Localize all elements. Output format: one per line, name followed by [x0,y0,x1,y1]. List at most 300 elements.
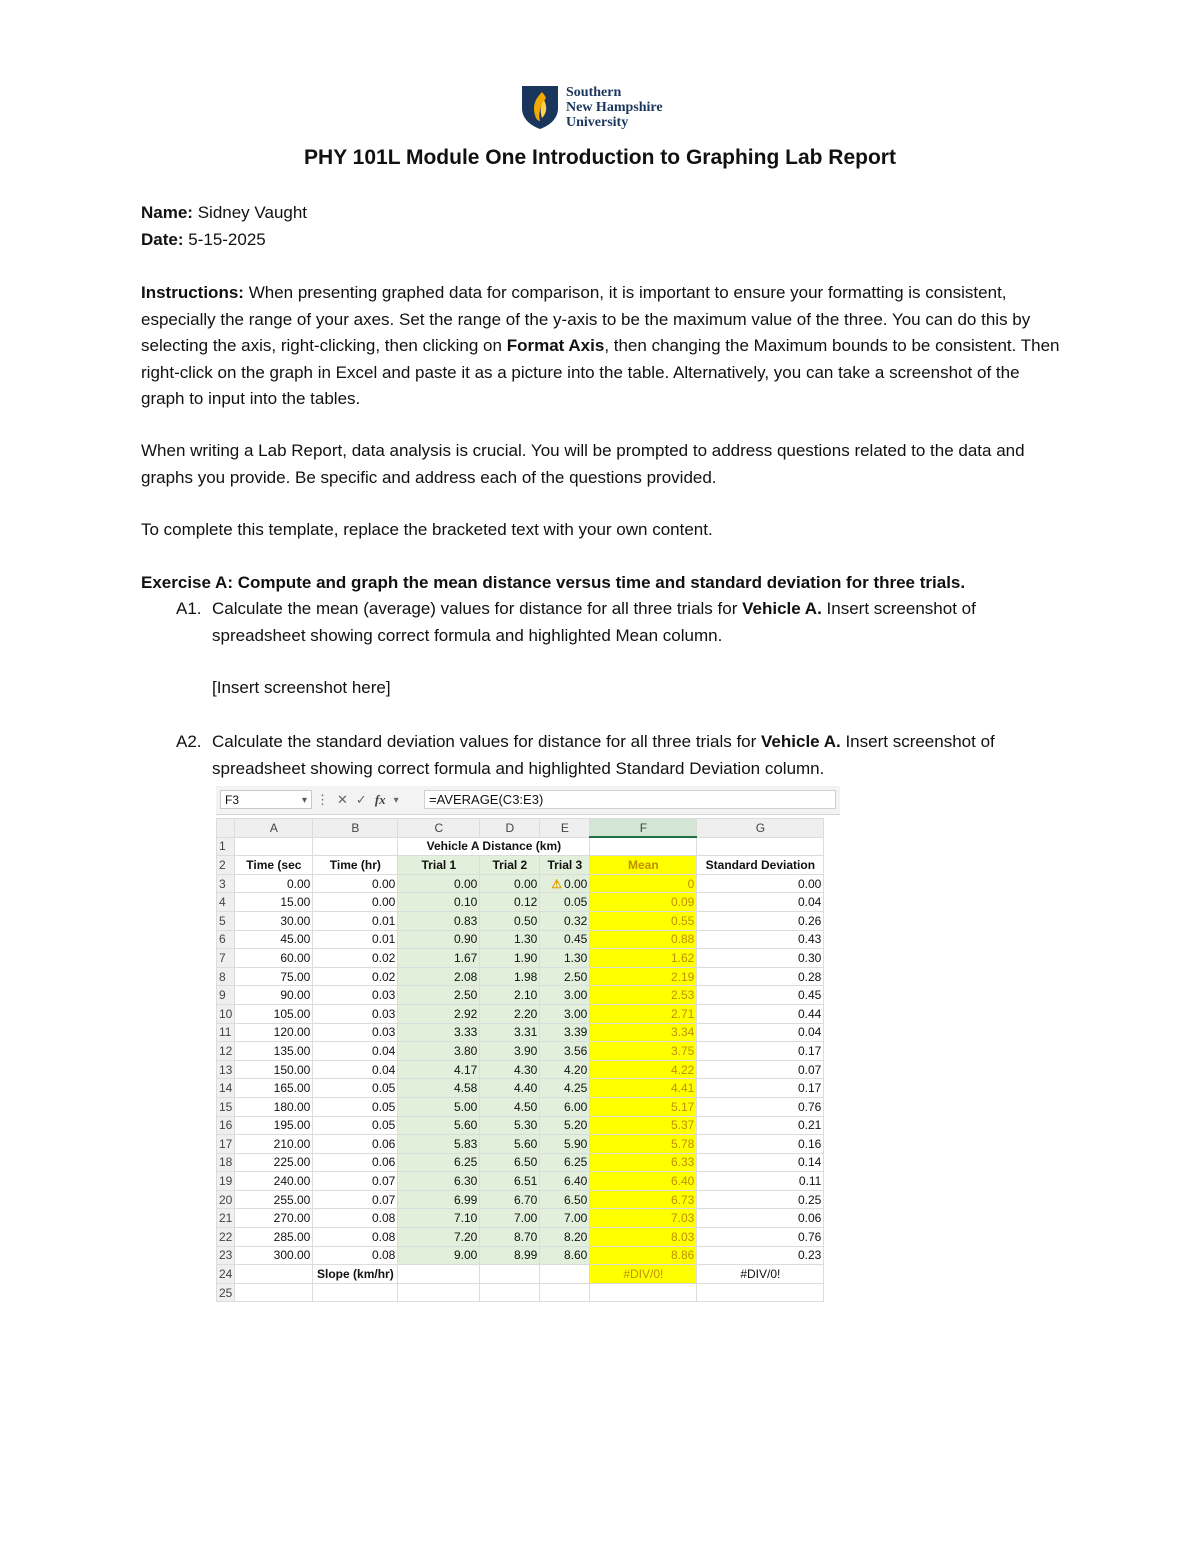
a1-placeholder: [Insert screenshot here] [212,678,391,697]
cell[interactable] [540,1172,590,1191]
cell[interactable] [480,1060,540,1079]
cell[interactable] [313,1097,398,1116]
cell[interactable] [480,1135,540,1154]
logo-line-3: University [566,114,629,130]
formula-input[interactable]: =AVERAGE(C3:E3) [424,790,836,809]
cell[interactable] [398,1097,480,1116]
cell[interactable] [480,1004,540,1023]
cell[interactable] [398,967,480,986]
cell-value: 3.31 [514,1025,538,1040]
cell[interactable] [480,1042,540,1061]
name-box-value: F3 [225,793,240,807]
cell[interactable] [540,911,590,930]
cell[interactable] [235,1004,313,1023]
cell[interactable] [590,1116,697,1135]
instructions-text-2: , then changing the Maximum bounds to be consistent. Then right-click on the graph in Excel and paste it as a picture into the table. Alternatively, you can take a screenshot of the graph to input into the tables. [141,336,1060,408]
cell[interactable] [590,893,697,912]
cell[interactable] [590,874,697,893]
cell[interactable] [540,1079,590,1098]
cell[interactable] [398,1135,480,1154]
cell[interactable] [540,893,590,912]
cell[interactable] [540,1190,590,1209]
row-header[interactable]: 25 [217,1283,235,1302]
cell[interactable] [590,1283,697,1302]
cell[interactable] [480,1023,540,1042]
a1-number: A1. [176,599,202,618]
cell[interactable] [235,1079,313,1098]
row-header[interactable]: 9 [217,986,235,1005]
cell[interactable] [697,1097,824,1116]
cell[interactable] [235,1265,313,1284]
cell[interactable] [540,1097,590,1116]
cell[interactable] [398,1190,480,1209]
cell-value: 3.39 [564,1025,588,1040]
cell[interactable] [235,967,313,986]
row-header[interactable]: 14 [217,1079,235,1098]
cell[interactable] [697,1023,824,1042]
cell[interactable] [480,1209,540,1228]
cell-value: 8.99 [514,1248,538,1263]
a2-text-2: Insert screenshot of spreadsheet showing correct formula and highlighted Standard Deviation column. [212,732,995,778]
row-header[interactable]: 15 [217,1097,235,1116]
cell[interactable] [313,930,398,949]
cell-value: 0.50 [514,913,538,928]
cell[interactable] [590,837,697,856]
cell[interactable] [590,1060,697,1079]
cell[interactable] [313,1060,398,1079]
slope-mean-cell[interactable]: #DIV/0! [590,1265,697,1284]
cell-value: 0.00 [372,895,396,910]
cell[interactable] [540,967,590,986]
cell[interactable] [398,1172,480,1191]
cell-value: 0.55 [671,913,695,928]
cell[interactable] [590,911,697,930]
cell[interactable] [398,1246,480,1265]
cell[interactable] [235,1246,313,1265]
cell[interactable] [313,1246,398,1265]
cell[interactable] [480,874,540,893]
cell[interactable] [697,1135,824,1154]
cell[interactable] [480,911,540,930]
table-row [217,949,824,968]
cell[interactable] [697,1190,824,1209]
cell[interactable] [540,930,590,949]
column-label[interactable]: Standard Deviation [697,856,824,875]
cell-value: 6.33 [671,1155,695,1170]
cell[interactable] [480,1097,540,1116]
row-header[interactable]: 13 [217,1060,235,1079]
cell-value: 255.00 [273,1192,311,1207]
cell[interactable] [540,1209,590,1228]
cell[interactable] [313,911,398,930]
cell[interactable] [697,930,824,949]
cell[interactable] [235,874,313,893]
cell[interactable] [590,1190,697,1209]
column-label[interactable]: Mean [590,856,697,875]
column-header-c[interactable]: C [398,819,480,838]
cell[interactable] [480,949,540,968]
column-label[interactable]: Time (hr) [313,856,398,875]
cell-value: 165.00 [273,1081,311,1096]
warning-icon[interactable]: ⚠ [551,876,562,891]
cell-value: 1.98 [514,969,538,984]
cell[interactable] [480,1228,540,1247]
cell[interactable] [398,1116,480,1135]
column-label[interactable]: Time (sec [235,856,313,875]
cell[interactable] [590,930,697,949]
column-header-e[interactable]: E [540,819,590,838]
cell[interactable] [313,986,398,1005]
cell[interactable] [480,1172,540,1191]
cell-value: 0.03 [372,1025,396,1040]
row-header[interactable]: 4 [217,893,235,912]
cell[interactable] [697,1246,824,1265]
cell[interactable] [398,893,480,912]
cell[interactable] [235,1116,313,1135]
cell-value: 6.51 [514,1174,538,1189]
insert-function-icon[interactable]: fx [374,792,386,807]
cell-value: 0.03 [372,1006,396,1021]
row-header[interactable]: 23 [217,1246,235,1265]
cell[interactable] [480,1079,540,1098]
table-row [217,1283,824,1302]
cell-value: 0.02 [372,950,396,965]
cell[interactable] [313,1135,398,1154]
cell-value: 5.78 [671,1136,695,1151]
cell[interactable] [480,893,540,912]
spreadsheet-screenshot [216,786,840,1330]
cell-value: 3.34 [671,1025,695,1040]
cell[interactable] [313,1042,398,1061]
a1-vehicle: Vehicle A. [742,599,822,618]
cell[interactable] [398,1004,480,1023]
row-header[interactable]: 24 [217,1265,235,1284]
cell[interactable] [540,1246,590,1265]
cell-value: 0.43 [798,932,822,947]
cell[interactable] [313,967,398,986]
cell-value: 6.99 [454,1192,478,1207]
cell[interactable] [398,1209,480,1228]
vehicle-a-distance-title[interactable]: Vehicle A Distance (km) [398,837,590,856]
row-header[interactable]: 18 [217,1153,235,1172]
cell[interactable] [590,967,697,986]
cell[interactable] [480,1265,540,1284]
cell[interactable] [398,1228,480,1247]
row-header[interactable]: 12 [217,1042,235,1061]
cell[interactable] [398,911,480,930]
cell-value: 1.62 [671,950,695,965]
table-row [217,1042,824,1061]
chevron-down-icon: ▾ [301,795,307,806]
cell[interactable] [313,1190,398,1209]
row-header[interactable]: 1 [217,837,235,856]
cell[interactable] [235,1042,313,1061]
cell[interactable] [540,1153,590,1172]
cell[interactable] [313,1283,398,1302]
cell[interactable] [398,1060,480,1079]
cell[interactable] [480,1246,540,1265]
cell[interactable] [398,930,480,949]
cell[interactable] [590,949,697,968]
column-header-row [217,819,824,838]
cell[interactable] [235,1135,313,1154]
cell[interactable] [235,1097,313,1116]
cell[interactable] [590,1209,697,1228]
cell[interactable] [540,1042,590,1061]
cell-value: 1.30 [514,932,538,947]
cell[interactable] [697,1060,824,1079]
cell-value: 6.70 [514,1192,538,1207]
select-all-corner[interactable] [217,819,235,838]
cell-value: 75.00 [280,969,311,984]
table-row [217,893,824,912]
cell[interactable] [590,1246,697,1265]
chevron-down-icon[interactable]: ▾ [393,794,399,806]
cell[interactable] [697,837,824,856]
cancel-icon[interactable]: ✕ [337,792,348,807]
cell[interactable] [398,1079,480,1098]
cell[interactable] [697,1116,824,1135]
cell[interactable] [235,1023,313,1042]
shield-flame-icon [520,84,560,130]
cell[interactable] [313,1004,398,1023]
cell[interactable] [590,1135,697,1154]
cell-value: 150.00 [273,1062,311,1077]
cell[interactable] [697,1209,824,1228]
cell[interactable] [697,1172,824,1191]
cell[interactable] [540,1135,590,1154]
check-icon[interactable]: ✓ [355,792,367,807]
cell[interactable] [235,837,313,856]
cell[interactable] [235,893,313,912]
document-title: PHY 101L Module One Introduction to Graphing Lab Report [304,146,896,169]
cell[interactable] [697,1283,824,1302]
cell[interactable] [235,1209,313,1228]
name-value: Sidney Vaught [197,203,308,222]
cell[interactable] [697,1042,824,1061]
cell[interactable] [697,949,824,968]
cell[interactable] [540,1060,590,1079]
cell[interactable] [313,1172,398,1191]
cell-value: 2.50 [454,988,478,1003]
cell-value: 180.00 [273,1099,311,1114]
cell-value: 90.00 [280,988,311,1003]
cell[interactable] [235,1153,313,1172]
more-options-icon[interactable]: ⋮ [316,792,329,807]
row-header[interactable]: 11 [217,1023,235,1042]
cell[interactable] [398,1023,480,1042]
cell-value: 5.17 [671,1099,695,1114]
name-box[interactable] [220,790,312,809]
cell[interactable] [313,1079,398,1098]
cell[interactable] [398,1153,480,1172]
cell-value: 6.73 [671,1192,695,1207]
cell[interactable] [590,1079,697,1098]
row-header[interactable]: 20 [217,1190,235,1209]
cell-value: 0.45 [564,932,588,947]
row-header[interactable]: 5 [217,911,235,930]
row-header[interactable]: 6 [217,930,235,949]
cell[interactable] [590,1023,697,1042]
cell-value: 7.10 [454,1211,478,1226]
cell-value: 0.05 [372,1118,396,1133]
cell-value: 5.60 [454,1118,478,1133]
column-header-f[interactable]: F [590,819,697,838]
cell[interactable] [313,874,398,893]
cell-value: 5.37 [671,1118,695,1133]
cell-value: 8.20 [564,1229,588,1244]
cell[interactable] [540,874,590,893]
cell[interactable] [313,893,398,912]
cell[interactable] [313,949,398,968]
cell-value: 60.00 [280,950,311,965]
cell-value: 2.10 [514,988,538,1003]
cell[interactable] [235,986,313,1005]
cell[interactable] [590,1172,697,1191]
cell[interactable] [697,911,824,930]
cell[interactable] [590,1228,697,1247]
cell-value: 0.00 [454,876,478,891]
cell[interactable] [398,1283,480,1302]
name-label: Name: [141,203,193,222]
cell-value: 6.50 [514,1155,538,1170]
table-row [217,1209,824,1228]
cell-value: 5.20 [564,1118,588,1133]
table-row [217,986,824,1005]
cell[interactable] [235,1172,313,1191]
table-row [217,1097,824,1116]
cell-value: 0 [687,876,695,891]
cell[interactable] [540,1265,590,1284]
cell-value: 3.75 [671,1043,695,1058]
cell[interactable] [540,1004,590,1023]
cell[interactable] [590,1097,697,1116]
column-header-a[interactable]: A [235,819,313,838]
slope-label[interactable]: Slope (km/hr) [313,1265,398,1284]
logo-line-2: New Hampshire [566,99,663,115]
cell[interactable] [697,1004,824,1023]
cell[interactable] [313,837,398,856]
row-header[interactable]: 2 [217,856,235,875]
row-header[interactable]: 17 [217,1135,235,1154]
cell[interactable] [697,1228,824,1247]
cell[interactable] [235,1283,313,1302]
cell[interactable] [313,1116,398,1135]
column-header-b[interactable]: B [313,819,398,838]
cell[interactable] [697,986,824,1005]
a2-number: A2. [176,732,202,751]
cell[interactable] [313,1228,398,1247]
cell-value: 0.17 [798,1043,822,1058]
cell[interactable] [697,967,824,986]
exercise-a-heading: Exercise A: Compute and graph the mean distance versus time and standard deviation for three trials. [141,573,966,592]
cell[interactable] [480,930,540,949]
cell-value: 0.11 [798,1174,822,1189]
row-header[interactable]: 16 [217,1116,235,1135]
cell[interactable] [590,986,697,1005]
cell[interactable] [540,1228,590,1247]
cell[interactable] [480,1190,540,1209]
cell[interactable] [398,1042,480,1061]
cell-value: 0.76 [798,1099,822,1114]
cell-value: 0.32 [564,913,588,928]
cell[interactable] [235,1228,313,1247]
cell-value: 0.04 [372,1043,396,1058]
cell[interactable] [398,874,480,893]
cell[interactable] [313,1023,398,1042]
cell[interactable] [480,967,540,986]
row-header[interactable]: 21 [217,1209,235,1228]
a1-text-1: Calculate the mean (average) values for distance for all three trials for [212,599,738,618]
cell[interactable] [697,1153,824,1172]
cell-value: 6.50 [564,1192,588,1207]
cell[interactable] [480,1153,540,1172]
format-axis-term: Format Axis [506,336,605,355]
cell[interactable] [697,1079,824,1098]
cell[interactable] [540,949,590,968]
cell[interactable] [590,1004,697,1023]
cell[interactable] [540,1116,590,1135]
column-header-g[interactable]: G [697,819,824,838]
cell-value: 4.50 [514,1099,538,1114]
cell-value: 6.30 [454,1174,478,1189]
cell-value: 5.00 [454,1099,478,1114]
cell[interactable] [540,1283,590,1302]
cell[interactable] [480,1283,540,1302]
row-header[interactable]: 22 [217,1228,235,1247]
row-header[interactable]: 7 [217,949,235,968]
cell[interactable] [697,893,824,912]
cell[interactable] [480,986,540,1005]
cell-value: 4.20 [564,1062,588,1077]
instructions-paragraph [141,280,1061,413]
cell[interactable] [235,949,313,968]
cell-value: 270.00 [273,1211,311,1226]
cell[interactable] [235,930,313,949]
cell-value: 30.00 [280,913,311,928]
cell[interactable] [235,1060,313,1079]
cell-value: 3.00 [564,988,588,1003]
cell[interactable] [540,1023,590,1042]
cell-value: 0.02 [372,969,396,984]
row-header[interactable]: 10 [217,1004,235,1023]
column-label[interactable]: Trial 3 [540,856,590,875]
cell[interactable] [398,949,480,968]
cell[interactable] [313,1209,398,1228]
row-header[interactable]: 19 [217,1172,235,1191]
cell[interactable] [480,1116,540,1135]
cell[interactable] [398,986,480,1005]
column-label[interactable]: Trial 1 [398,856,480,875]
column-header-d[interactable]: D [480,819,540,838]
cell[interactable] [235,1190,313,1209]
table-row [217,856,824,875]
column-label[interactable]: Trial 2 [480,856,540,875]
cell[interactable] [590,1042,697,1061]
cell-value: 6.40 [564,1174,588,1189]
cell[interactable] [398,1265,480,1284]
cell-value: 5.83 [454,1136,478,1151]
cell[interactable] [235,911,313,930]
cell[interactable] [590,1153,697,1172]
cell[interactable] [540,986,590,1005]
cell[interactable] [697,874,824,893]
row-header[interactable]: 8 [217,967,235,986]
slope-sd-cell[interactable]: #DIV/0! [697,1265,824,1284]
row-header[interactable]: 3 [217,874,235,893]
cell-value: 300.00 [273,1248,311,1263]
cell[interactable] [313,1153,398,1172]
